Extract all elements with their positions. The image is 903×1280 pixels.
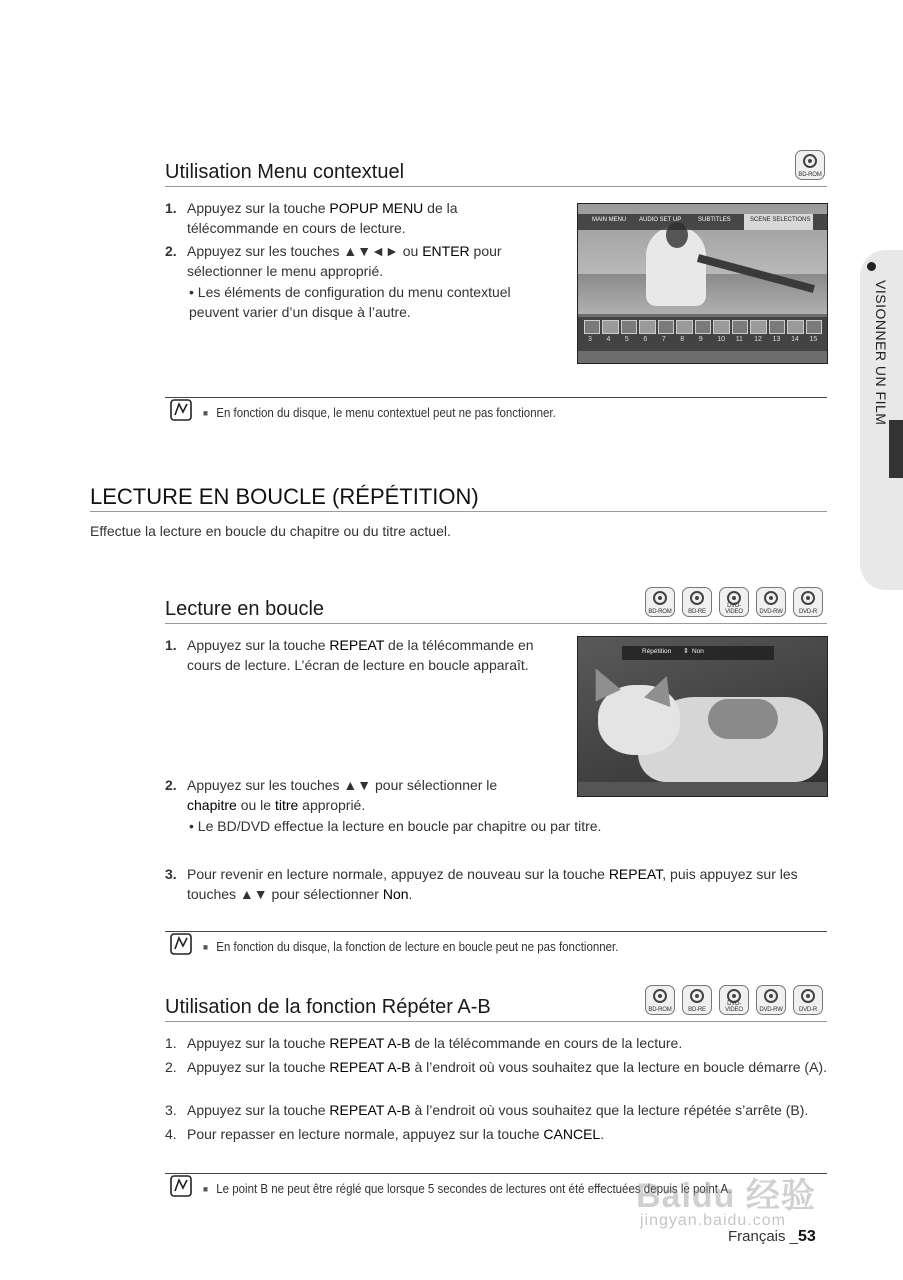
menu-item-scene-selections-label: SCENE SELECTIONS — [750, 217, 811, 223]
disc-label: DVD-RW — [759, 609, 783, 615]
menu-item-audio-setup[interactable]: AUDIO SET UP — [639, 217, 682, 223]
main-heading: LECTURE EN BOUCLE (RÉPÉTITION) — [90, 484, 479, 509]
disc-badge-dvd-rw — [756, 985, 786, 1015]
page-footer — [728, 1228, 816, 1246]
disc-label: DVD-R — [799, 1007, 817, 1013]
chapter-thumbnails — [584, 320, 824, 334]
chapter-number: 11 — [735, 336, 743, 343]
disc-label: DVD-VIDEO — [725, 603, 743, 615]
footer-language: Français _ — [728, 1228, 799, 1245]
chapter-thumbnail[interactable] — [769, 320, 785, 334]
disc-label: BD-RE — [688, 1007, 706, 1013]
section-rule — [165, 186, 827, 187]
cat-patch — [708, 699, 778, 739]
disc-badge-dvd-r — [793, 985, 823, 1015]
disc-label: DVD-RW — [759, 1007, 783, 1013]
repeat-arrow-icon: ⇕ — [683, 648, 689, 655]
menu-item-subtitles[interactable]: SUBTITLES — [698, 217, 731, 223]
page-number: 53 — [798, 1228, 816, 1245]
disc-badge-bd-re — [682, 985, 712, 1015]
note-rule — [165, 931, 827, 932]
disc-badge-dvd-r — [793, 587, 823, 617]
chapter-thumbnail[interactable] — [621, 320, 637, 334]
disc-badge-bd-rom — [645, 587, 675, 617]
disc-badge-dvd-video — [719, 985, 749, 1015]
chapter-thumbnail[interactable] — [806, 320, 822, 334]
bullet-note: • Les éléments de configuration du menu contextuel peuvent varier d’un disque à l’autre. — [189, 284, 511, 320]
chapter-thumbnail[interactable] — [602, 320, 618, 334]
note-text: ■ En fonction du disque, le menu contextuel peut ne pas fonctionner. — [203, 406, 556, 420]
chapter-number: 9 — [698, 336, 703, 343]
section-rule — [165, 1021, 827, 1022]
note-icon — [170, 1175, 192, 1197]
chapter-thumbnail[interactable] — [639, 320, 655, 334]
repeat-value[interactable]: Non — [692, 648, 704, 655]
chapter-number: 15 — [809, 336, 818, 343]
chapter-number: 8 — [680, 336, 685, 343]
chapter-numbers — [584, 336, 824, 346]
chapter-number: 13 — [772, 336, 781, 343]
disc-badge-dvd-rw — [756, 587, 786, 617]
chapter-thumbnail[interactable] — [750, 320, 766, 334]
menu-item-main-menu[interactable]: MAIN MENU — [592, 217, 627, 223]
chapter-number: 6 — [643, 336, 648, 343]
section-title-repeat: Lecture en boucle — [165, 598, 325, 620]
disc-label: BD-ROM — [648, 609, 672, 615]
chapter-number: 4 — [606, 336, 611, 343]
disc-badge-dvd-video — [719, 587, 749, 617]
disc-badges-repeat — [645, 587, 830, 619]
main-intro: Effectue la lecture en boucle du chapitre ou du titre actuel. — [90, 523, 451, 539]
note-text: ■ En fonction du disque, la fonction de lecture en boucle peut ne pas fonctionner. — [203, 940, 619, 954]
disc-label: DVD-VIDEO — [725, 1001, 743, 1013]
chapter-number: 3 — [588, 336, 592, 343]
disc-badges-repeat-ab — [645, 985, 830, 1017]
disc-label: BD-ROM — [648, 1007, 672, 1013]
chapter-thumbnail[interactable] — [732, 320, 748, 334]
disc-label: BD-RE — [688, 609, 706, 615]
chapter-thumbnail[interactable] — [787, 320, 803, 334]
watermark-url: jingyan.baidu.com — [640, 1212, 786, 1229]
chapter-number: 14 — [791, 336, 799, 343]
side-tab-marker — [889, 420, 903, 478]
chapter-number: 7 — [661, 336, 666, 343]
chapter-number: 5 — [624, 336, 629, 343]
section-rule — [165, 623, 827, 624]
side-tab-bullet — [867, 262, 876, 271]
section-title-popup-menu: Utilisation Menu contextuel — [165, 161, 405, 183]
note-icon — [170, 399, 192, 421]
main-heading-rule — [90, 511, 827, 512]
disc-label: DVD-R — [799, 609, 817, 615]
chapter-number: 10 — [717, 336, 726, 343]
chapter-thumbnail[interactable] — [695, 320, 711, 334]
side-tab-label: VISIONNER UN FILM — [873, 280, 889, 426]
popup-menu-screenshot — [577, 203, 828, 364]
note-rule — [165, 397, 827, 398]
repeat-label: Répétition — [642, 648, 672, 655]
chapter-thumbnail[interactable] — [713, 320, 729, 334]
watermark-logo: Baidu 经验 — [636, 1177, 816, 1215]
note-icon — [170, 933, 192, 955]
disc-badge-bd-rom: BD-ROM — [795, 150, 825, 180]
note-text: ■ Le point B ne peut être réglé que lorsque 5 secondes de lectures ont été effectuées depuis le point A. — [203, 1182, 732, 1196]
bullet-note: • Le BD/DVD effectue la lecture en boucle par chapitre ou par titre. — [189, 818, 602, 834]
chapter-thumbnail[interactable] — [584, 320, 600, 334]
disc-badge-bd-re — [682, 587, 712, 617]
section-title-repeat-ab: Utilisation de la fonction Répéter A-B — [165, 996, 491, 1018]
chapter-thumbnail[interactable] — [658, 320, 674, 334]
disc-badge-bd-rom — [645, 985, 675, 1015]
repeat-screenshot — [577, 636, 828, 797]
screen-footer — [578, 782, 828, 797]
chapter-thumbnail[interactable] — [676, 320, 692, 334]
chapter-number: 12 — [754, 336, 762, 343]
